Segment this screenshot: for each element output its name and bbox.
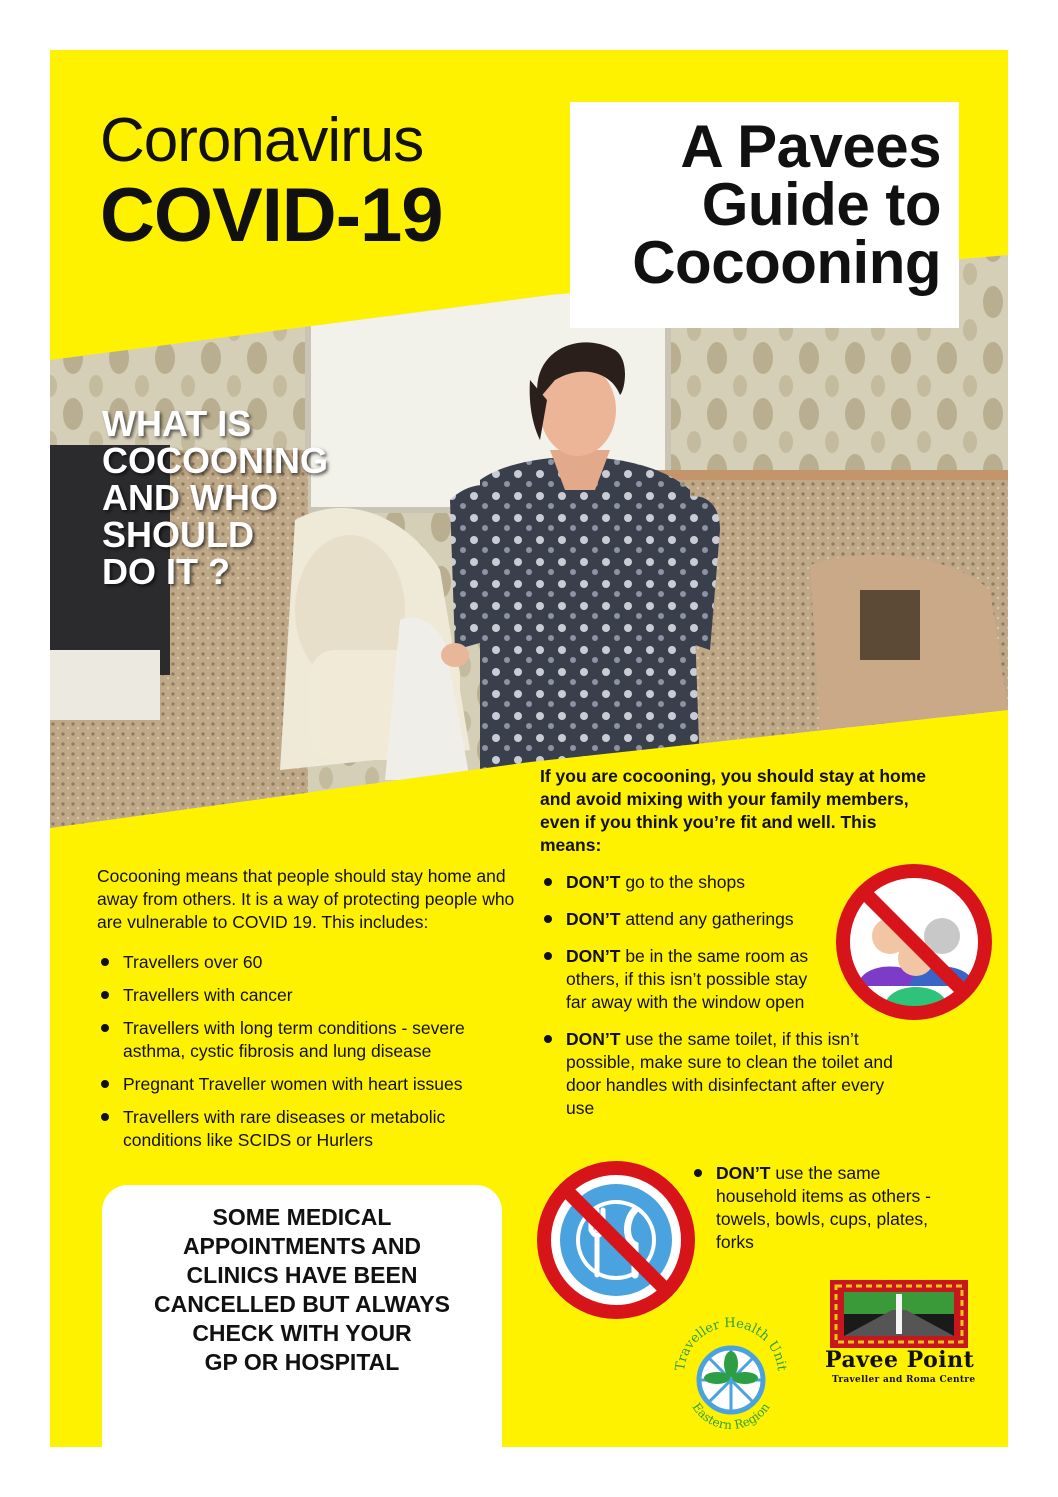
no-shared-cutlery-icon — [531, 1155, 701, 1325]
bullet-icon — [544, 878, 552, 886]
guide-line-1: A Pavees — [680, 113, 941, 180]
bullet-icon — [101, 1024, 109, 1032]
rule-item: DON’T use the same household items as others - towels, bowls, cups, plates, forks — [690, 1162, 940, 1254]
poster — [50, 50, 1008, 1447]
medical-notice-box — [102, 1185, 502, 1447]
rules-lead: If you are cocooning, you should stay at home and avoid mixing with your family members, even if you think you’re fit and well. This means: — [540, 766, 927, 855]
vulnerable-list — [97, 951, 527, 1152]
list-item: Travellers with long term conditions - severe asthma, cystic fibrosis and lung disease — [97, 1017, 527, 1063]
notice-line: CHECK WITH YOUR — [192, 1320, 412, 1346]
list-item: Pregnant Traveller women with heart issues — [97, 1073, 527, 1096]
list-item: Travellers over 60 — [97, 951, 527, 974]
rule-item: DON’T use the same toilet, if this isn’t possible, make sure to clean the toilet and door handles with disinfectant after every use — [540, 1028, 916, 1120]
rule-item: DON’T attend any gatherings — [540, 908, 940, 931]
thu-name: Traveller Health Unit — [673, 1315, 789, 1372]
bullet-icon — [544, 1035, 552, 1043]
bullet-icon — [544, 952, 552, 960]
rule-item: DON’T be in the same room as others, if this isn’t possible stay far away with the window open — [540, 945, 826, 1014]
title-covid-19: COVID-19 — [100, 173, 443, 258]
pavee-point-logo-image — [830, 1280, 968, 1348]
list-item: Travellers with rare diseases or metabolic conditions like SCIDS or Hurlers — [97, 1106, 527, 1152]
question-line: SHOULD — [102, 514, 254, 555]
notice-line: CANCELLED BUT ALWAYS — [153, 1291, 451, 1317]
question-line: AND WHO — [102, 477, 278, 518]
guide-line-2: Guide to — [701, 171, 941, 238]
bullet-icon — [101, 1080, 109, 1088]
notice-line: CLINICS HAVE BEEN — [186, 1262, 418, 1288]
title-coronavirus: Coronavirus — [100, 106, 424, 175]
bullet-icon — [544, 915, 552, 923]
list-item: Travellers with cancer — [97, 984, 527, 1007]
title — [100, 106, 443, 258]
notice-line: APPOINTMENTS AND — [182, 1233, 422, 1259]
question-heading — [102, 405, 328, 590]
pavee-point-subtitle: Traveller and Roma Centre — [832, 1375, 976, 1385]
notice-line: GP OR HOSPITAL — [204, 1349, 400, 1375]
intro-paragraph: Cocooning means that people should stay home and away from others. It is a way of protecting people who are vulnerable to COVID 19. This includes: — [97, 865, 515, 932]
bullet-icon — [101, 1113, 109, 1121]
question-line: WHAT IS — [102, 403, 252, 444]
notice-line: SOME MEDICAL — [212, 1204, 392, 1230]
question-line: DO IT ? — [102, 551, 230, 592]
traveller-health-unit-logo — [672, 1312, 790, 1442]
question-line: COCOONING — [102, 440, 329, 481]
bullet-icon — [101, 958, 109, 966]
rule-item: DON’T go to the shops — [540, 871, 940, 894]
rules-list — [690, 1162, 940, 1254]
bullet-icon — [101, 991, 109, 999]
guide-line-3: Cocooning — [632, 229, 941, 296]
guide-heading-box — [570, 102, 959, 328]
household-rule — [690, 1162, 940, 1264]
thu-region: Eastern Region — [689, 1400, 773, 1433]
pavee-point-name: Pavee Point — [825, 1347, 975, 1373]
intro-section — [97, 847, 527, 1162]
no-gatherings-icon — [830, 858, 998, 1026]
